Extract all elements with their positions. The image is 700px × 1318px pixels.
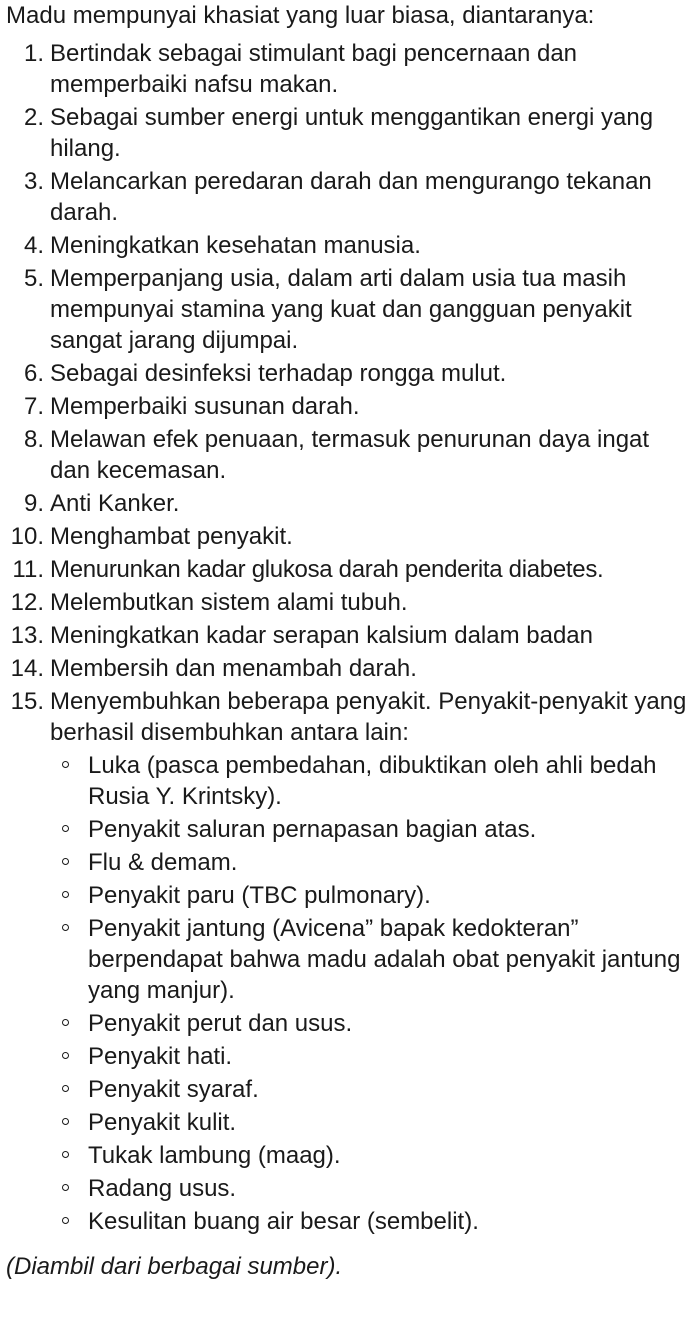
circle-bullet-icon [62, 1151, 69, 1158]
list-item [6, 358, 692, 389]
sub-list-item [50, 1140, 692, 1171]
list-item [6, 166, 692, 228]
item-number: 2. [23, 104, 44, 131]
item-text: Meningkatkan kesehatan manusia. [50, 232, 421, 259]
sub-item-text: Penyakit hati. [88, 1043, 233, 1070]
sub-list-item [50, 880, 692, 911]
circle-bullet-icon [62, 825, 69, 832]
sub-item-text: Luka (pasca pembedahan, dibuktikan oleh ahli bedah Rusia Y. Krintsky). [88, 752, 657, 810]
circle-bullet-icon [62, 1019, 69, 1026]
circle-bullet-icon [62, 1052, 69, 1059]
sub-item-text: Penyakit saluran pernapasan bagian atas. [88, 816, 537, 843]
list-item [6, 102, 692, 164]
source-note: (Diambil dari berbagai sumber). [6, 1253, 343, 1280]
sub-list-item [50, 750, 692, 812]
circle-bullet-icon [62, 1217, 69, 1224]
item-text: Anti Kanker. [50, 490, 180, 517]
item-text: Menurunkan kadar glukosa darah penderita diabetes. [50, 556, 604, 583]
list-item [6, 554, 692, 585]
item-text: Sebagai sumber energi untuk menggantikan energi yang hilang. [50, 104, 654, 162]
list-item [6, 521, 692, 552]
sub-list-item [50, 1074, 692, 1105]
list-item [6, 653, 692, 684]
sub-item-text: Penyakit paru (TBC pulmonary). [88, 882, 431, 909]
sub-list-item [50, 1008, 692, 1039]
intro-text: Madu mempunyai khasiat yang luar biasa, diantaranya: [6, 2, 595, 29]
item-text: Menghambat penyakit. [50, 523, 293, 550]
item-text: Memperbaiki susunan darah. [50, 393, 360, 420]
list-item [6, 38, 692, 100]
sub-item-text: Tukak lambung (maag). [88, 1142, 341, 1169]
item-number: 6. [23, 360, 44, 387]
item-number: 9. [23, 490, 44, 517]
item-number: 12. [10, 589, 44, 616]
sub-list-item [50, 1173, 692, 1204]
sub-item-text: Penyakit syaraf. [88, 1076, 259, 1103]
item-text: Bertindak sebagai stimulant bagi pencernaan dan memperbaiki nafsu makan. [50, 40, 578, 98]
circle-bullet-icon [62, 1184, 69, 1191]
item-number: 13. [10, 622, 44, 649]
sub-item-text: Kesulitan buang air besar (sembelit). [88, 1208, 479, 1235]
circle-bullet-icon [62, 858, 69, 865]
sub-list-item [50, 1107, 692, 1138]
sub-list-item [50, 1206, 692, 1237]
circle-bullet-icon [62, 1085, 69, 1092]
sub-item-text: Penyakit perut dan usus. [88, 1010, 353, 1037]
list-item [6, 230, 692, 261]
list-item [6, 424, 692, 486]
item-text: Melawan efek penuaan, termasuk penurunan daya ingat dan kecemasan. [50, 426, 650, 484]
list-item [6, 587, 692, 618]
diseases-sublist [50, 750, 692, 1237]
sub-item-text: Flu & demam. [88, 849, 238, 876]
sub-item-text: Penyakit jantung (Avicena” bapak kedokteran” berpendapat bahwa madu adalah obat penyakit jantung yang manjur). [88, 915, 681, 1004]
benefits-list [6, 38, 692, 1237]
sub-item-text: Penyakit kulit. [88, 1109, 237, 1136]
sub-list-item [50, 814, 692, 845]
list-item [6, 620, 692, 651]
item-number: 11. [12, 556, 44, 583]
list-item [6, 263, 692, 356]
item-number: 7. [23, 393, 44, 420]
item-number: 15. [10, 688, 44, 715]
item-text: Melembutkan sistem alami tubuh. [50, 589, 408, 616]
item-text: Menyembuhkan beberapa penyakit. Penyakit-penyakit yang berhasil disembuhkan antara lain: [50, 688, 687, 746]
sub-list-item [50, 847, 692, 878]
item-text: Melancarkan peredaran darah dan mengurango tekanan darah. [50, 168, 652, 226]
item-number: 14. [10, 655, 44, 682]
sub-list-item [50, 913, 692, 1006]
item-number: 1. [23, 40, 44, 67]
circle-bullet-icon [62, 891, 69, 898]
item-number: 10. [10, 523, 44, 550]
sub-item-text: Radang usus. [88, 1175, 237, 1202]
item-text: Sebagai desinfeksi terhadap rongga mulut. [50, 360, 507, 387]
item-number: 8. [23, 426, 44, 453]
item-text: Membersih dan menambah darah. [50, 655, 417, 682]
circle-bullet-icon [62, 1118, 69, 1125]
circle-bullet-icon [62, 761, 69, 768]
item-number: 4. [23, 232, 44, 259]
circle-bullet-icon [62, 924, 69, 931]
item-number: 5. [23, 265, 44, 292]
item-text: Meningkatkan kadar serapan kalsium dalam badan [50, 622, 593, 649]
item-text: Memperpanjang usia, dalam arti dalam usia tua masih mempunyai stamina yang kuat dan gangguan penyakit sangat jarang dijumpai. [50, 265, 632, 354]
sub-list-item [50, 1041, 692, 1072]
list-item [6, 488, 692, 519]
list-item [6, 686, 692, 1237]
item-number: 3. [23, 168, 44, 195]
list-item [6, 391, 692, 422]
